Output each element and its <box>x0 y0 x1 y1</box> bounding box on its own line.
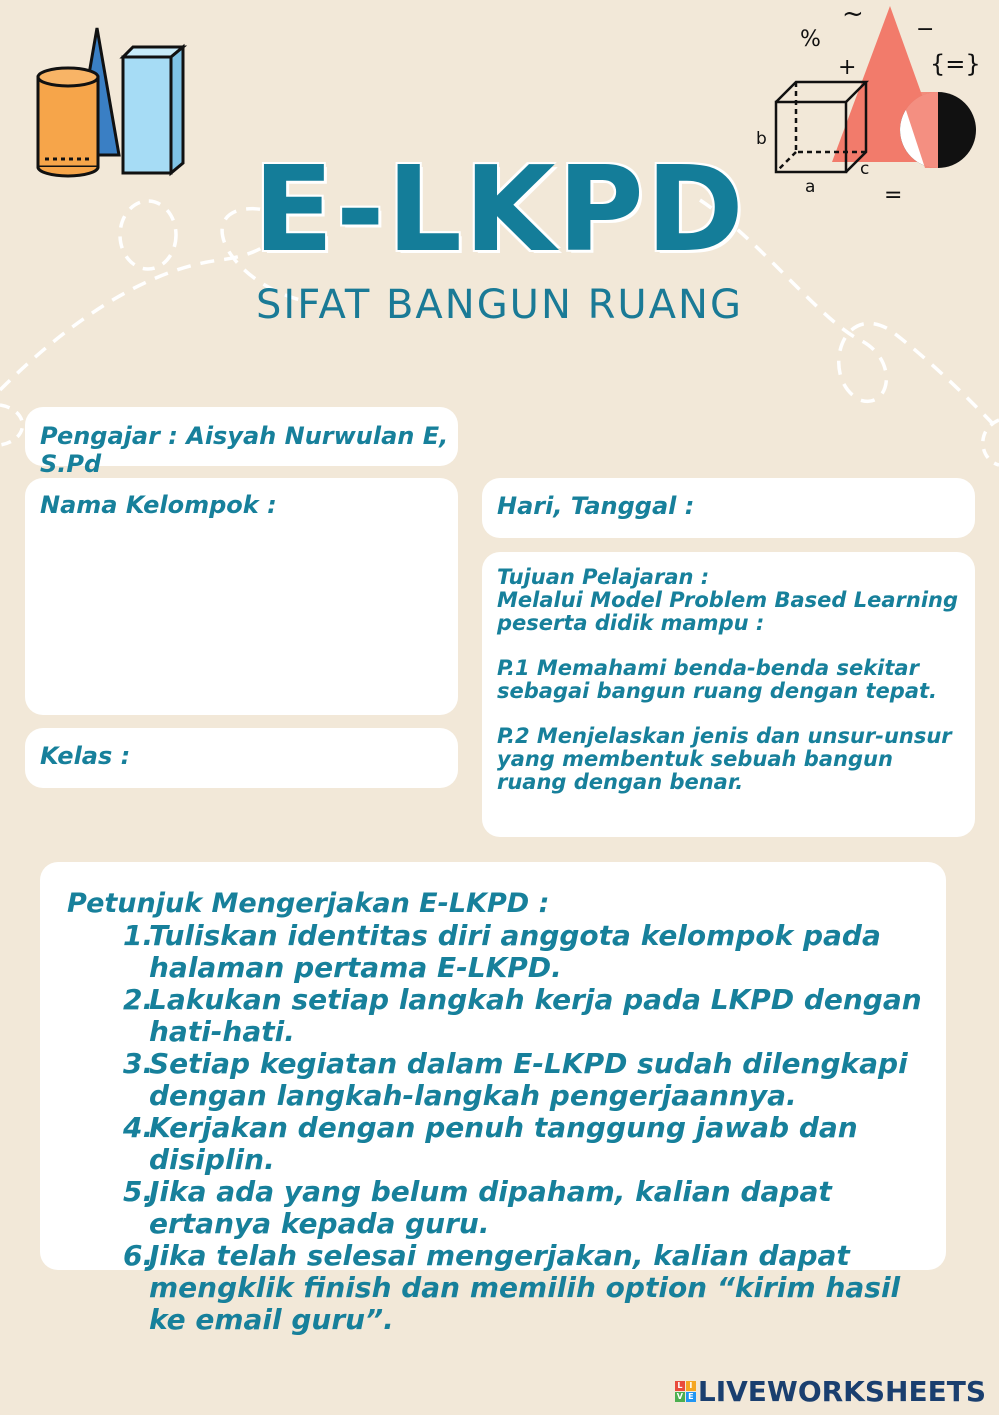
instructions-list <box>67 920 926 1336</box>
instruction-item: 1. Tuliskan identitas diri anggota kelompok pada halaman pertama E-LKPD. <box>123 919 881 984</box>
braces-symbol: {=} <box>930 50 981 78</box>
equals-symbol: = <box>884 183 903 208</box>
date-label: Hari, Tanggal : <box>497 492 695 520</box>
liveworksheets-brand: LIVEWORKSHEETS <box>697 1374 986 1408</box>
goal-intro: Melalui Model Problem Based Learning peserta didik mampu : <box>497 588 959 635</box>
label-a: a <box>805 177 816 197</box>
page-title: E-LKPD <box>253 140 746 278</box>
goal-point-1: P.1 Memahami benda-benda sekitar sebagai bangun ruang dengan tepat. <box>497 656 938 703</box>
class-card[interactable] <box>25 728 458 788</box>
instruction-item: 3. Setiap kegiatan dalam E-LKPD sudah dilengkapi dengan langkah-langkah pengerjaannya. <box>123 1047 908 1112</box>
class-label: Kelas : <box>40 742 131 770</box>
group-name-card[interactable] <box>25 478 458 715</box>
liveworksheets-footer[interactable] <box>675 1376 986 1406</box>
plus-symbol: + <box>838 55 857 80</box>
learning-goal-card <box>482 552 975 837</box>
label-c: c <box>860 159 870 179</box>
page-subtitle: SIFAT BANGUN RUANG <box>256 282 743 328</box>
teacher-card <box>25 407 458 478</box>
label-b: b <box>756 129 767 149</box>
group-name-label: Nama Kelompok : <box>40 491 277 519</box>
minus-symbol: − <box>916 17 935 42</box>
instruction-item: 4. Kerjakan dengan penuh tanggung jawab dan disiplin. <box>123 1111 858 1176</box>
instructions-heading: Petunjuk Mengerjakan E-LKPD : <box>67 888 550 919</box>
percent-symbol: % <box>800 27 821 52</box>
goal-point-2: P.2 Menjelaskan jenis dan unsur-unsur yang membentuk sebuah bangun ruang dengan benar. <box>497 724 952 794</box>
instructions-card <box>40 862 946 1336</box>
liveworksheets-logo-icon: L I V E <box>675 1381 696 1402</box>
tilde-symbol: ~ <box>842 0 864 29</box>
instruction-item: 5. Jika ada yang belum dipaham, kalian dapat ertanya kepada guru. <box>123 1175 832 1240</box>
instruction-item: 6. Jika telah selesai mengerjakan, kalian dapat mengklik finish dan memilih option “kirim hasil ke email guru”. <box>123 1239 901 1336</box>
instruction-item: 2. Lakukan setiap langkah kerja pada LKPD dengan hati-hati. <box>123 983 922 1048</box>
teacher-label: Pengajar : Aisyah Nurwulan E, S.Pd <box>40 422 449 478</box>
date-card[interactable] <box>482 478 975 538</box>
goal-heading: Tujuan Pelajaran : <box>497 565 710 589</box>
